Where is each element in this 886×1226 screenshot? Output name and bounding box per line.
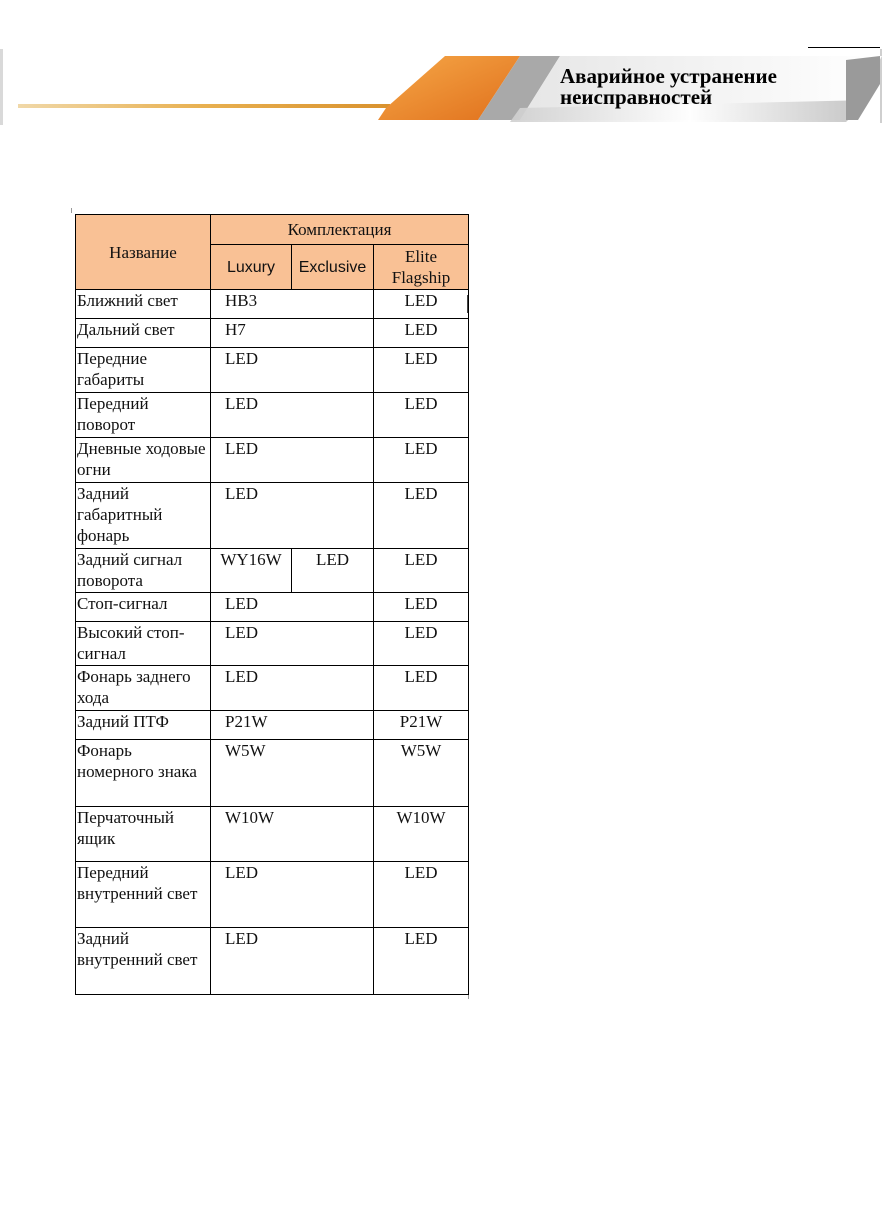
page-title-line-1: Аварийное устранение — [560, 64, 777, 88]
cell-elite: LED — [374, 666, 469, 711]
table-body — [76, 290, 469, 995]
cell-elite: LED — [374, 622, 469, 666]
page-title-line-2: неисправностей — [560, 85, 713, 109]
cell-luxury: WY16W — [211, 549, 292, 593]
header-elite: Elite Flagship — [374, 245, 469, 290]
cell-elite: LED — [374, 438, 469, 483]
cell-luxury-exclusive: LED — [211, 862, 374, 928]
cell-name: Задний сигнал поворота — [76, 549, 211, 593]
table-row — [76, 593, 469, 622]
table-row — [76, 740, 469, 807]
cell-name: Фонарь номерного знака — [76, 740, 211, 807]
cell-luxury-exclusive: LED — [211, 438, 374, 483]
cell-elite: LED — [374, 290, 469, 319]
table-row — [76, 393, 469, 438]
cell-elite: LED — [374, 319, 469, 348]
table-row — [76, 348, 469, 393]
cell-elite: W10W — [374, 807, 469, 862]
cell-elite: LED — [374, 393, 469, 438]
header-name: Название — [76, 215, 211, 290]
cell-luxury-exclusive: LED — [211, 393, 374, 438]
table-row — [76, 483, 469, 549]
cell-luxury-exclusive: HB3 — [211, 290, 374, 319]
cell-name: Задний габаритный фонарь — [76, 483, 211, 549]
cell-luxury-exclusive: P21W — [211, 711, 374, 740]
cell-name: Задний внутренний свет — [76, 928, 211, 995]
table-row — [76, 807, 469, 862]
cell-name: Высокий стоп-сигнал — [76, 622, 211, 666]
cell-name: Дальний свет — [76, 319, 211, 348]
header-group: Комплектация — [211, 215, 469, 245]
cell-luxury-exclusive: LED — [211, 622, 374, 666]
table-row — [76, 290, 469, 319]
table-row — [76, 928, 469, 995]
page-title — [560, 66, 860, 108]
cell-luxury-exclusive: W5W — [211, 740, 374, 807]
cell-luxury-exclusive: H7 — [211, 319, 374, 348]
cell-luxury-exclusive: W10W — [211, 807, 374, 862]
cell-name: Дневные ходовые огни — [76, 438, 211, 483]
cell-exclusive: LED — [292, 549, 374, 593]
header-luxury: Luxury — [211, 245, 292, 290]
cell-name: Стоп-сигнал — [76, 593, 211, 622]
cell-elite: LED — [374, 593, 469, 622]
cell-luxury-exclusive: LED — [211, 666, 374, 711]
cell-luxury-exclusive: LED — [211, 483, 374, 549]
cell-elite: W5W — [374, 740, 469, 807]
cell-luxury-exclusive: LED — [211, 928, 374, 995]
table-row — [76, 438, 469, 483]
table-row — [76, 862, 469, 928]
cell-elite: P21W — [374, 711, 469, 740]
cell-name: Передний поворот — [76, 393, 211, 438]
cell-elite: LED — [374, 928, 469, 995]
table-row — [76, 622, 469, 666]
cell-name: Фонарь заднего хода — [76, 666, 211, 711]
cell-name: Передний внутренний свет — [76, 862, 211, 928]
table-corner-mark — [71, 208, 75, 213]
cell-elite: LED — [374, 549, 469, 593]
cell-name: Задний ПТФ — [76, 711, 211, 740]
table-row — [76, 549, 469, 593]
cell-name: Ближний свет — [76, 290, 211, 319]
header-exclusive: Exclusive — [292, 245, 374, 290]
cell-name: Перчаточный ящик — [76, 807, 211, 862]
cell-elite: LED — [374, 862, 469, 928]
cell-luxury-exclusive: LED — [211, 348, 374, 393]
table-row — [76, 666, 469, 711]
table-row — [76, 711, 469, 740]
cell-elite: LED — [374, 348, 469, 393]
lamp-spec-table — [75, 214, 469, 995]
cell-name: Передние габариты — [76, 348, 211, 393]
table-row — [76, 319, 469, 348]
header-gold-line — [18, 104, 390, 108]
cell-elite: LED — [374, 483, 469, 549]
cell-luxury-exclusive: LED — [211, 593, 374, 622]
